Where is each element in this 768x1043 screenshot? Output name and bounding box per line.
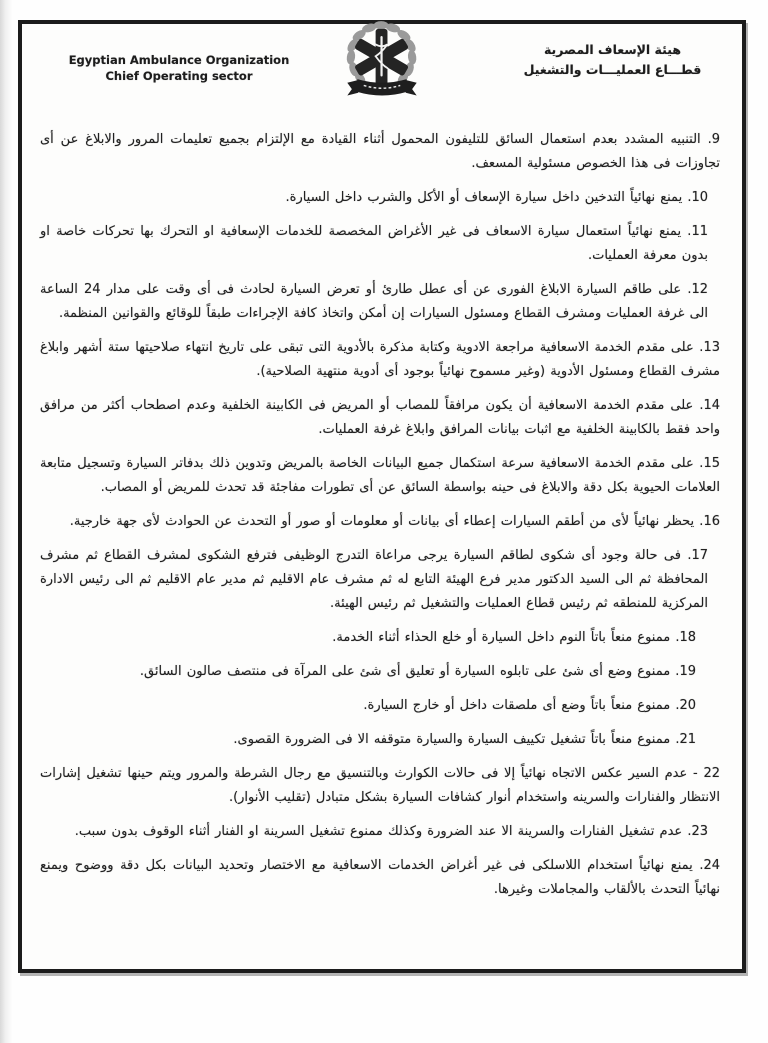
rule-item-13: 13. على مقدم الخدمة الاسعافية مراجعة الادوية وكتابة مذكرة بالأدوية التى تبقى على تاريخ انتهاء صلاحيتها ستة أشهر وابلاغ مشرف القطاع ومسئول الأدوية (وغير مسموح نهائياً بوجود أى أدوية منتهية الصلاحية). bbox=[40, 340, 720, 379]
rule-item-10: 10. يمنع نهائياً التدخين داخل سيارة الإسعاف أو الأكل والشرب داخل السيارة. bbox=[285, 190, 708, 205]
rule-item-12: 12. على طاقم السيارة الابلاغ الفورى عن أى عطل طارئ أو تعرض السيارة لحادث فى أى وقت على مدار 24 الساعة الى غرفة العمليات ومشرف القطاع ومسئول السيارات إن أمكن واتخاذ كافة الإجراءات طبقاً للوقائع والقوانين المنظمة. bbox=[40, 282, 708, 321]
document-header bbox=[22, 24, 742, 116]
rule-item-9: 9. التنبيه المشدد بعدم استعمال السائق للتليفون المحمول أثناء القيادة مع الإلتزام بجميع تعليمات المرور والابلاغ عن أى تجاوزات فى هذا الخصوص مسئولية المسعف. bbox=[40, 132, 720, 171]
org-name-en-line: Egyptian Ambulance Organization bbox=[68, 53, 290, 67]
star-of-life-logo-icon bbox=[325, 17, 439, 101]
org-name-arabic bbox=[515, 40, 710, 80]
rules-list bbox=[22, 116, 742, 902]
rule-item-23: 23. عدم تشغيل الفنارات والسرينة الا عند الضرورة وكذلك ممنوع تشغيل السرينة او الفنار أثناء الوقوف بدون سبب. bbox=[74, 824, 708, 839]
org-name-english bbox=[64, 52, 294, 84]
rule-item-11: 11. يمنع نهائياً استعمال سيارة الاسعاف فى غير الأغراض المخصصة للخدمات الإسعافية او التحرك بها تحركات خاصة او بدون معرفة العمليات. bbox=[40, 224, 708, 263]
document-border-frame bbox=[18, 20, 746, 973]
rule-item-22: 22 - عدم السير عكس الاتجاه نهائياً إلا فى حالات الكوارث وبالتنسيق مع رجال الشرطة والمرور ويتم حينها تشغيل إشارات الانتظار والفنارات والسرينه واستخدام أنوار كشافات السيارة بشكل متبادل (تقليب الأنوار). bbox=[40, 766, 720, 805]
rule-item-14: 14. على مقدم الخدمة الاسعافية أن يكون مرافقاً للمصاب أو المريض فى الكابينة الخلفية وعدم اصطحاب أكثر من مرافق واحد فقط بالكابينة الخلفية مع اثبات بيانات المرافق وابلاغ غرفة العمليات. bbox=[40, 398, 720, 437]
rule-item-19: 19. ممنوع وضع أى شئ على تابلوه السيارة أو تعليق أى شئ على المرآة فى منتصف صالون السائق. bbox=[139, 664, 696, 679]
rule-item-20: 20. ممنوع منعاً باتاً وضع أى ملصقات داخل أو خارج السيارة. bbox=[363, 698, 696, 713]
org-name-ar-line: هيئة الإسعاف المصرية bbox=[543, 42, 682, 57]
rule-item-16: 16. يحظر نهائياً لأى من أطقم السيارات إعطاء أى بيانات أو معلومات أو صور أو التحدث عن الحوادث لأى جهة خارجية. bbox=[69, 514, 720, 529]
scanner-edge-artifact bbox=[0, 0, 12, 1043]
rule-item-17: 17. فى حالة وجود أى شكوى لطاقم السيارة يرجى مراعاة التدرج الوظيفى فترفع الشكوى لمشرف القطاع ثم مشرف المحافظة ثم الى السيد الدكتور مدير فرع الهيئة التابع له ثم مشرف عام الاقليم ثم مدير عام الاقليم ثم الى رئيس الادارة المركزية للمنطقه ثم رئيس قطاع العمليات والتشغيل ثم رئيس الهيئة. bbox=[40, 548, 708, 611]
dept-en-line: Chief Operating sector bbox=[105, 69, 253, 83]
rule-item-15: 15. على مقدم الخدمة الاسعافية سرعة استكمال جميع البيانات الخاصة بالمريض وتدوين ذلك بدفاتر السيارة وتسجيل متابعة العلامات الحيوية بكل دقة والابلاغ فى حينه بواسطة السائق عن أى تطورات مفاجئة قد تحدث للمريض أو المصاب. bbox=[40, 456, 720, 495]
rule-item-21: 21. ممنوع منعاً باتاً تشغيل تكييف السيارة والسيارة متوقفه الا فى الضرورة القصوى. bbox=[233, 732, 696, 747]
rule-item-24: 24. يمنع نهائياً استخدام اللاسلكى فى غير أغراض الخدمات الاسعافية مع الاختصار وتحديد البيانات بكل دقة ووضوح ويمنع نهائياً التحدث بالألقاب والمجاملات وغيرها. bbox=[40, 858, 720, 897]
dept-ar-line: قطـــاع العمليـــات والتشغيل bbox=[523, 62, 702, 77]
rule-item-18: 18. ممنوع منعاً باتاً النوم داخل السيارة أو خلع الحذاء أثناء الخدمة. bbox=[332, 630, 696, 645]
